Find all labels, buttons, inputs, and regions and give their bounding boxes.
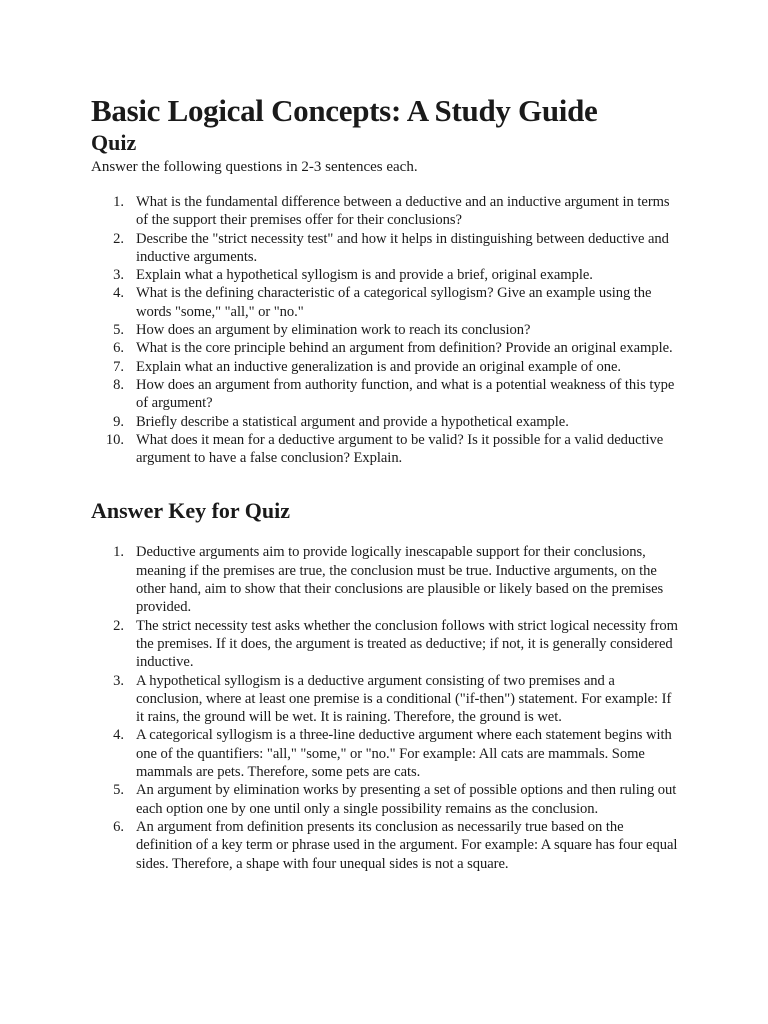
- list-item: [91, 193, 681, 230]
- list-number: 1.: [113, 194, 124, 210]
- question-list: [91, 193, 681, 467]
- question-text: Explain what a hypothetical syllogism is and provide a brief, original example.: [136, 267, 593, 284]
- question-text: Explain what an inductive generalization is and provide an original example of one.: [136, 358, 621, 375]
- list-number: 10.: [105, 431, 124, 448]
- list-item: [91, 431, 681, 468]
- answer-text: An argument from definition presents its conclusion as necessarily true based on the definition of a key term or phrase used in the argument. For example: A square has four equal sides. Therefore, a shape with four unequal sides is not a square.: [136, 818, 678, 872]
- list-item: [91, 284, 681, 321]
- list-number: 8.: [113, 376, 124, 393]
- list-item: [91, 339, 681, 357]
- question-text: What is the fundamental difference between a deductive and an inductive argument in terms of the support their premises offer for their conclusions?: [136, 194, 670, 229]
- question-text: What is the defining characteristic of a categorical syllogism? Give an example using the words "some," "all," or "no.": [136, 285, 652, 320]
- list-number: 9.: [113, 413, 124, 430]
- list-item: [91, 266, 681, 284]
- list-number: 7.: [113, 358, 124, 375]
- list-item: [91, 781, 681, 818]
- document-title: Basic Logical Concepts: A Study Guide: [91, 93, 598, 128]
- list-item: [91, 358, 681, 376]
- list-number: 4.: [113, 285, 124, 302]
- question-text: Describe the "strict necessity test" and how it helps in distinguishing between deductive and inductive arguments.: [136, 230, 669, 265]
- question-text: How does an argument from authority function, and what is a potential weakness of this type of argument?: [136, 376, 675, 412]
- list-item: [91, 413, 681, 431]
- list-item: [91, 376, 681, 413]
- list-number: 4.: [113, 727, 124, 744]
- list-item: [91, 818, 681, 873]
- answer-text: Deductive arguments aim to provide logically inescapable support for their conclusions, meaning if the premises are true, the conclusion must be true. Inductive arguments, on the other hand, aim to show that their conclusions are plausible or likely based on the premises provided.: [136, 544, 664, 616]
- question-text: Briefly describe a statistical argument and provide a hypothetical example.: [136, 413, 569, 430]
- answer-text: An argument by elimination works by presenting a set of possible options and then ruling out each option one by one until only a single possibility remains as the conclusion.: [136, 782, 677, 817]
- document-page: [91, 92, 681, 873]
- quiz-heading: Quiz: [91, 130, 137, 155]
- list-number: 2.: [113, 617, 124, 634]
- list-item: [91, 617, 681, 672]
- list-number: 1.: [113, 544, 124, 561]
- list-number: 6.: [113, 818, 124, 835]
- answer-text: The strict necessity test asks whether the conclusion follows with strict logical necessity from the premises. If it does, the argument is treated as deductive; if not, it is generally considered inductive.: [136, 617, 678, 671]
- list-number: 5.: [113, 782, 124, 799]
- quiz-instructions: Answer the following questions in 2-3 sentences each.: [91, 159, 418, 175]
- answer-list: [91, 543, 681, 872]
- list-item: [91, 230, 681, 267]
- question-text: What does it mean for a deductive argument to be valid? Is it possible for a valid deductive argument to have a false conclusion? Explain.: [136, 431, 664, 467]
- list-number: 6.: [113, 340, 124, 357]
- answer-text: A hypothetical syllogism is a deductive argument consisting of two premises and a conclusion, where at least one premise is a conditional ("if-then") statement. For example: If it rains, the ground will be wet. It is raining. Therefore, the ground is wet.: [136, 672, 672, 726]
- answer-key-heading: Answer Key for Quiz: [91, 498, 290, 524]
- list-item: [91, 321, 681, 339]
- answer-text: A categorical syllogism is a three-line deductive argument where each statement begins with one of the quantifiers: "all," "some," or "no." For example: All cats are mammals. Some mammals are pets. Therefore, some pets are cats.: [136, 727, 672, 781]
- list-item: [91, 726, 681, 781]
- list-number: 3.: [113, 267, 124, 284]
- question-text: What is the core principle behind an argument from definition? Provide an original example.: [136, 340, 673, 357]
- list-number: 3.: [113, 672, 124, 689]
- question-text: How does an argument by elimination work to reach its conclusion?: [136, 322, 531, 339]
- list-item: [91, 543, 681, 616]
- list-number: 5.: [113, 322, 124, 339]
- list-number: 2.: [113, 230, 124, 247]
- list-item: [91, 672, 681, 727]
